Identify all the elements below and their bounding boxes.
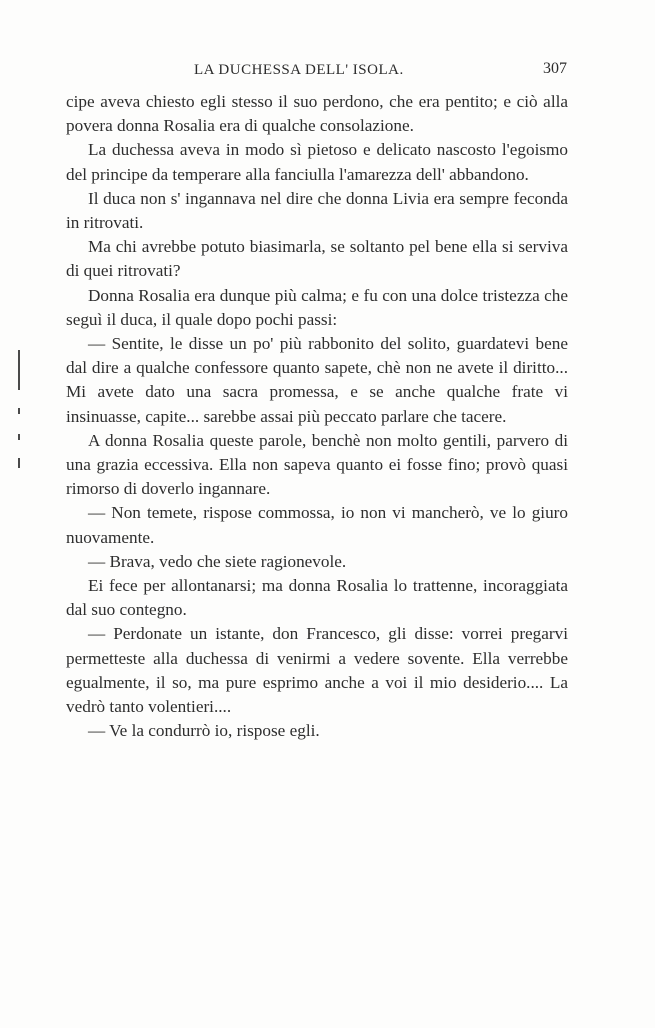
margin-mark bbox=[18, 434, 20, 440]
body-text bbox=[66, 90, 568, 743]
paragraph: — Brava, vedo che siete ragionevole. bbox=[88, 551, 347, 571]
paragraph: — Sentite, le disse un po' più rabbonito del solito, guardatevi bene dal dire a qualche confessore quanto sapete, chè non ne avete il diritto... Mi avete dato una sacra promessa, e se anche qualche frate vi insinuasse, capite... sarebbe assai più peccato parlare che tacere. bbox=[66, 334, 568, 426]
paragraph: — Perdonate un istante, don Francesco, gli disse: vorrei pregarvi permetteste alla duchessa di venirmi a vedere sovente. Ella verrebbe egualmente, il so, ma pure esprimo anche a voi il mio desiderio.... La vedrò tanto volentieri.... bbox=[66, 624, 568, 717]
margin-marks bbox=[14, 350, 24, 480]
paragraph: Ma chi avrebbe potuto biasimarla, se soltanto pel bene ella si serviva di quei ritrovati? bbox=[66, 237, 568, 281]
paragraph: — Ve la condurrò io, rispose egli. bbox=[88, 721, 320, 741]
running-title: LA DUCHESSA DELL' ISOLA. bbox=[194, 62, 404, 78]
paragraph: Donna Rosalia era dunque più calma; e fu con una dolce tristezza che seguì il duca, il quale dopo pochi passi: bbox=[66, 285, 568, 329]
paragraph: La duchessa aveva in modo sì pietoso e delicato nascosto l'egoismo del principe da temperare alla fanciulla l'amarezza dell' abbandono. bbox=[66, 140, 568, 184]
margin-mark bbox=[18, 350, 20, 390]
margin-mark bbox=[18, 408, 20, 414]
page-header bbox=[66, 60, 571, 84]
margin-mark bbox=[18, 458, 20, 468]
paragraph: A donna Rosalia queste parole, benchè non molto gentili, parvero di una grazia eccessiva. Ella non sapeva quanto ei fosse fino; provò quasi rimorso di doverlo ingannare. bbox=[66, 430, 568, 499]
paragraph: Il duca non s' ingannava nel dire che donna Livia era sempre feconda in ritrovati. bbox=[66, 188, 568, 233]
page-number: 307 bbox=[543, 60, 567, 77]
paragraph: Ei fece per allontanarsi; ma donna Rosalia lo trattenne, incoraggiata dal suo contegno. bbox=[66, 576, 568, 620]
paragraph: — Non temete, rispose commossa, io non vi mancherò, ve lo giuro nuovamente. bbox=[66, 503, 568, 547]
paragraph: cipe aveva chiesto egli stesso il suo perdono, che era pentito; e ciò alla povera donna Rosalia era di qualche consolazione. bbox=[66, 92, 568, 136]
